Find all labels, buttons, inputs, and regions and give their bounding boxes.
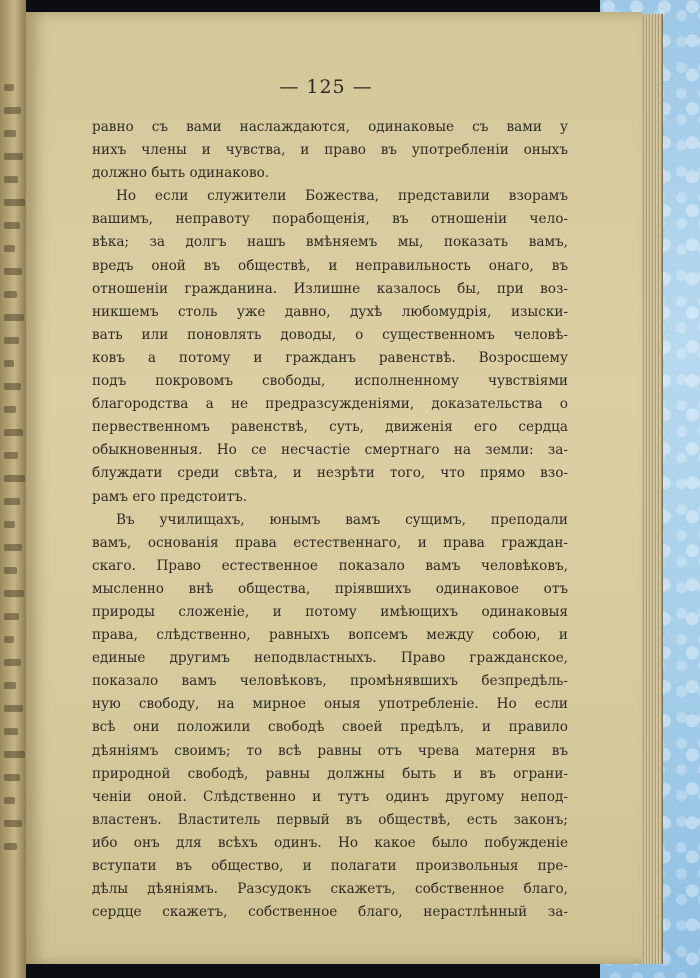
facing-page-text-fragment [4,268,22,275]
text-line: равно съ вами наслаждаются, одинаковые съ вами у [92,119,568,135]
text-line: отношеніи гражданина. Излишне казалось бы, при воз- [92,280,568,297]
facing-page-text-fragment [4,820,22,827]
facing-page-text-fragment [4,705,23,712]
text-line: природной свободѣ, равны должны быть и въ ограни- [92,765,568,782]
text-line: единые другимъ неподвластныхъ. Право гражданское, [92,650,568,667]
facing-page-text-fragment [4,636,14,643]
text-line: показало вамъ человѣковъ, промѣнявшихъ безпредѣль- [92,673,568,690]
text-line: вредъ оной въ обществѣ, и неправильность онаго, въ [92,257,568,274]
facing-page-text-fragment [4,360,14,367]
text-line: властенъ. Властитель первый въ обществѣ, есть законъ; [92,811,568,828]
facing-page-text-fragment [4,199,25,206]
facing-page-text-fragment [4,291,17,298]
text-line: сердце скажетъ, собственное благо, нерастлѣнный за- [92,904,568,921]
facing-page-text-fragment [4,843,17,850]
facing-page-text-fragment [4,176,18,183]
book-page [26,12,642,964]
facing-page-text-fragment [4,107,21,114]
facing-page-text-fragment [4,659,21,666]
text-line: природы сложеніе, и потому имѣющихъ одинаковыя [92,603,568,620]
facing-page-text-fragment [4,406,16,413]
text-line: дѣяніямъ своимъ; то всѣ равны отъ чрева матерня въ [92,742,568,759]
facing-page-text-fragment [4,475,25,482]
facing-page-text-fragment [4,130,16,137]
text-line: вступати въ общество, и полагати произвольныя пре- [92,858,568,874]
text-line: никшемъ столь уже давно, духѣ любомудрія, изыски- [92,303,568,320]
facing-page-text-fragment [4,682,16,689]
facing-page-text-fragment [4,222,20,229]
facing-page-text-fragment [4,613,19,620]
facing-page-text-fragment [4,153,23,160]
facing-page-text-fragment [4,797,15,804]
facing-page-text-fragment [4,590,24,597]
text-line: обыкновенныя. Но се несчастіе смертнаго на земли: за- [92,442,568,459]
text-line: вѣка; за долгъ нашъ вмѣняемъ мы, показать вамъ, [92,234,568,251]
facing-page-text-fragment [4,567,17,574]
text-line: дѣлы дѣяніямъ. Разсудокъ скажетъ, собственное благо, [92,881,568,898]
text-line: блуждати среди свѣта, и незрѣти того, что прямо взо- [92,465,568,482]
facing-page-text-fragment [4,84,14,91]
facing-page-text-fragment [4,429,23,436]
facing-page-text-fragment [4,314,24,321]
text-line: ковъ а потому и гражданъ равенствѣ. Возросшему [92,349,568,366]
text-line: Но если служители Божества, представили взорамъ [116,188,568,205]
text-line: Въ училищахъ, юнымъ вамъ сущимъ, преподали [116,511,568,528]
facing-page-text-fragment [4,337,19,344]
text-line: ибо онъ для всѣхъ одинъ. Но какое было побужденіе [92,834,568,851]
text-line: всѣ они положили свободѣ своей предѣлъ, и правило [92,719,568,736]
facing-page-text-fragment [4,383,21,390]
facing-page-text-fragment [4,452,18,459]
text-line: первественномъ равенствѣ, суть, движенія его сердца [92,419,568,436]
text-line: рамъ его предстоитъ. [92,488,248,505]
text-line: вать или поновлять доводы, о существенномъ человѣ- [92,326,568,343]
text-line: должно быть одинаково. [92,165,270,182]
page-text-body [92,116,568,924]
text-line: права, слѣдственно, равныхъ вопсемъ между собою, и [92,627,568,644]
facing-page-text-fragment [4,245,15,252]
facing-page-text-fragment [4,498,20,505]
stacked-page-edges [642,14,663,964]
text-line: вамъ, основанія права естественнаго, и права граждан- [92,534,568,551]
facing-page-text-fragment [4,774,20,781]
text-line: нихъ члены и чувства, и право въ употребленіи оныхъ [92,142,568,159]
facing-page-edge [0,0,26,978]
text-line: скаго. Право естественное показало вамъ человѣковъ, [92,557,568,574]
text-line: ную свободу, на мирное оныя употребленіе. Но если [92,696,568,713]
facing-page-text-fragment [4,544,22,551]
text-line: подъ покровомъ свободы, исполненному чувствіями [92,373,568,390]
facing-page-text-fragment [4,521,15,528]
facing-page-text-fragment [4,751,25,758]
text-line: ченіи оной. Слѣдственно и тутъ одинъ другому непод- [92,788,568,805]
text-line: вашимъ, неправоту порабощенія, въ отношеніи чело- [92,211,568,228]
facing-page-text-fragment [4,728,18,735]
page-number: — 125 — [279,76,373,98]
text-line: мысленно внѣ общества, пріявшихъ одинаковое отъ [92,580,568,597]
text-line: благородства а не предразсужденіями, доказательства о [92,396,568,413]
